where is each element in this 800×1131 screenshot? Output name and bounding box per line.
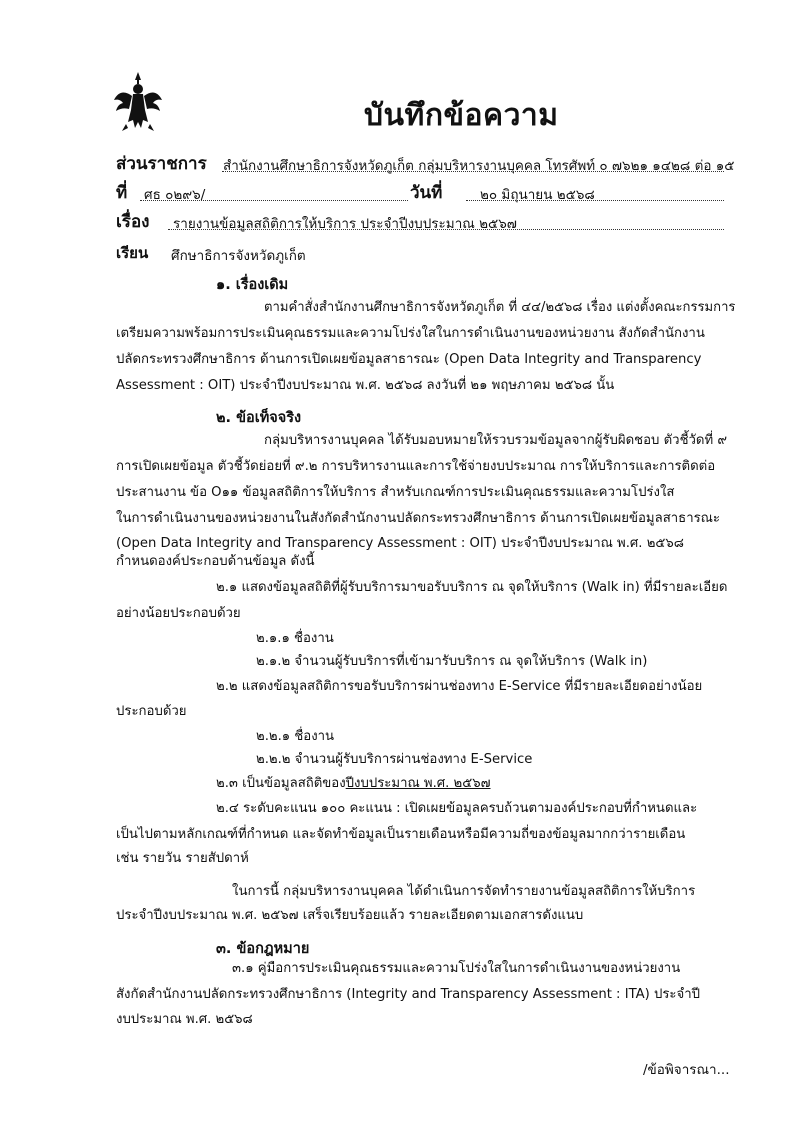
section2-line: กำหนดองค์ประกอบด้านข้อมูล ดังนี้ [116, 554, 315, 569]
garuda-emblem-icon [112, 70, 164, 132]
ref-number: ศธ ๐๒๙๖/ [144, 187, 206, 203]
ref-label: ที่ [116, 183, 128, 203]
date-text: ๒๐ มิถุนายน ๒๕๖๘ [480, 187, 595, 203]
item-2-4: ๒.๔ ระดับคะแนน ๑๐๐ คะแนน : เปิดเผยข้อมูลครบถ้วนตามองค์ประกอบที่กำหนดและ [216, 801, 698, 816]
section2-conclusion: ในการนี้ กลุ่มบริหารงานบุคคล ได้ดำเนินการจัดทำรายงานข้อมูลสถิติการให้บริการ [232, 884, 696, 899]
section2-line: ในการดำเนินงานของหน่วยงานในสังกัดสำนักงานปลัดกระทรวงศึกษาธิการ ด้านการเปิดเผยข้อมูลสาธารณะ [116, 511, 721, 526]
agency-label: ส่วนราชการ [116, 154, 207, 174]
section3-heading: ๓. ข้อกฎหมาย [216, 941, 310, 957]
agency-text: สำนักงานศึกษาธิการจังหวัดภูเก็ต กลุ่มบริหารงานบุคคล โทรศัพท์ ๐ ๗๖๒๑ ๑๔๒๘ ต่อ ๑๕ [223, 158, 735, 174]
item-2-4: เป็นไปตามหลักเกณฑ์ที่กำหนด และจัดทำข้อมูลเป็นรายเดือนหรือมีความถี่ของข้อมูลมากกว่ารายเดือน [116, 827, 686, 842]
section1-heading: ๑. เรื่องเดิม [216, 277, 289, 293]
item-2-2: ประกอบด้วย [116, 704, 187, 719]
to-label: เรียน [116, 244, 149, 262]
continuation-marker: /ข้อพิจารณา... [643, 1062, 730, 1078]
item-2-3 [216, 777, 491, 790]
section2-line: (Open Data Integrity and Transparency Assessment : OIT) ประจำปีงบประมาณ พ.ศ. ๒๕๖๘ [116, 536, 684, 551]
to-text: ศึกษาธิการจังหวัดภูเก็ต [171, 248, 306, 264]
section3-line: ๓.๑ คู่มือการประเมินคุณธรรมและความโปร่งใสในการดำเนินงานของหน่วยงาน [232, 961, 681, 976]
section1-line: ปลัดกระทรวงศึกษาธิการ ด้านการเปิดเผยข้อมูลสาธารณะ (Open Data Integrity and Transparency [116, 352, 702, 367]
section1-line: Assessment : OIT) ประจำปีงบประมาณ พ.ศ. ๒๕๖๘ ลงวันที่ ๒๑ พฤษภาคม ๒๕๖๘ นั้น [116, 378, 615, 393]
date-dotted-line [466, 200, 724, 201]
section3-line: สังกัดสำนักงานปลัดกระทรวงศึกษาธิการ (Integrity and Transparency Assessment : ITA) ประจำปี [116, 987, 701, 1002]
agency-dotted-line [222, 171, 724, 172]
item-2-2-1: ๒.๒.๑ ชื่องาน [256, 729, 335, 744]
section2-heading: ๒. ข้อเท็จจริง [216, 410, 302, 426]
section1-line: ตามคำสั่งสำนักงานศึกษาธิการจังหวัดภูเก็ต ที่ ๔๔/๒๕๖๘ เรื่อง แต่งตั้งคณะกรรมการ [264, 300, 736, 315]
item-2-1-2: ๒.๑.๒ จำนวนผู้รับบริการที่เข้ามารับบริการ ณ จุดให้บริการ (Walk in) [256, 654, 648, 669]
item-2-2: ๒.๒ แสดงข้อมูลสถิติการขอรับบริการผ่านช่องทาง E-Service ที่มีรายละเอียดอย่างน้อย [216, 679, 703, 694]
subject-dotted-line [168, 229, 724, 230]
item-2-3-prefix: ๒.๓ เป็นข้อมูลสถิติของ [216, 776, 346, 791]
date-label: วันที่ [410, 183, 443, 203]
section2-conclusion: ประจำปีงบประมาณ พ.ศ. ๒๕๖๗ เสร็จเรียบร้อยแล้ว รายละเอียดตามเอกสารดังแนบ [116, 908, 584, 923]
section3-line: งบประมาณ พ.ศ. ๒๕๖๘ [116, 1012, 253, 1027]
item-2-3-fiscal-year: ปีงบประมาณ พ.ศ. ๒๕๖๗ [345, 776, 491, 791]
memo-title: บันทึกข้อความ [364, 98, 559, 133]
item-2-1: ๒.๑ แสดงข้อมูลสถิติที่ผู้รับบริการมาขอรับบริการ ณ จุดให้บริการ (Walk in) ที่มีรายละเอียด [216, 580, 728, 595]
ref-dotted-line [140, 200, 408, 201]
item-2-1: อย่างน้อยประกอบด้วย [116, 606, 241, 621]
section2-line: ประสานงาน ข้อ O๑๑ ข้อมูลสถิติการให้บริการ สำหรับเกณฑ์การประเมินคุณธรรมและความโปร่งใส [116, 485, 675, 500]
section2-line: กลุ่มบริหารงานบุคคล ได้รับมอบหมายให้รวบรวมข้อมูลจากผู้รับผิดชอบ ตัวชี้วัดที่ ๙ [264, 433, 728, 448]
item-2-4: เช่น รายวัน รายสัปดาห์ [116, 851, 249, 866]
item-2-1-1: ๒.๑.๑ ชื่องาน [256, 631, 334, 646]
subject-text: รายงานข้อมูลสถิติการให้บริการ ประจำปีงบประมาณ ๒๕๖๗ [173, 216, 517, 232]
item-2-2-2: ๒.๒.๒ จำนวนผู้รับบริการผ่านช่องทาง E-Service [256, 752, 533, 767]
section2-line: การเปิดเผยข้อมูล ตัวชี้วัดย่อยที่ ๙.๒ การบริหารงานและการใช้จ่ายงบประมาณ การให้บริการและการติดต่อ [116, 459, 716, 474]
section1-line: เตรียมความพร้อมการประเมินคุณธรรมและความโปร่งใสในการดำเนินงานของหน่วยงาน สังกัดสำนักงาน [116, 326, 705, 341]
subject-label: เรื่อง [116, 212, 150, 232]
